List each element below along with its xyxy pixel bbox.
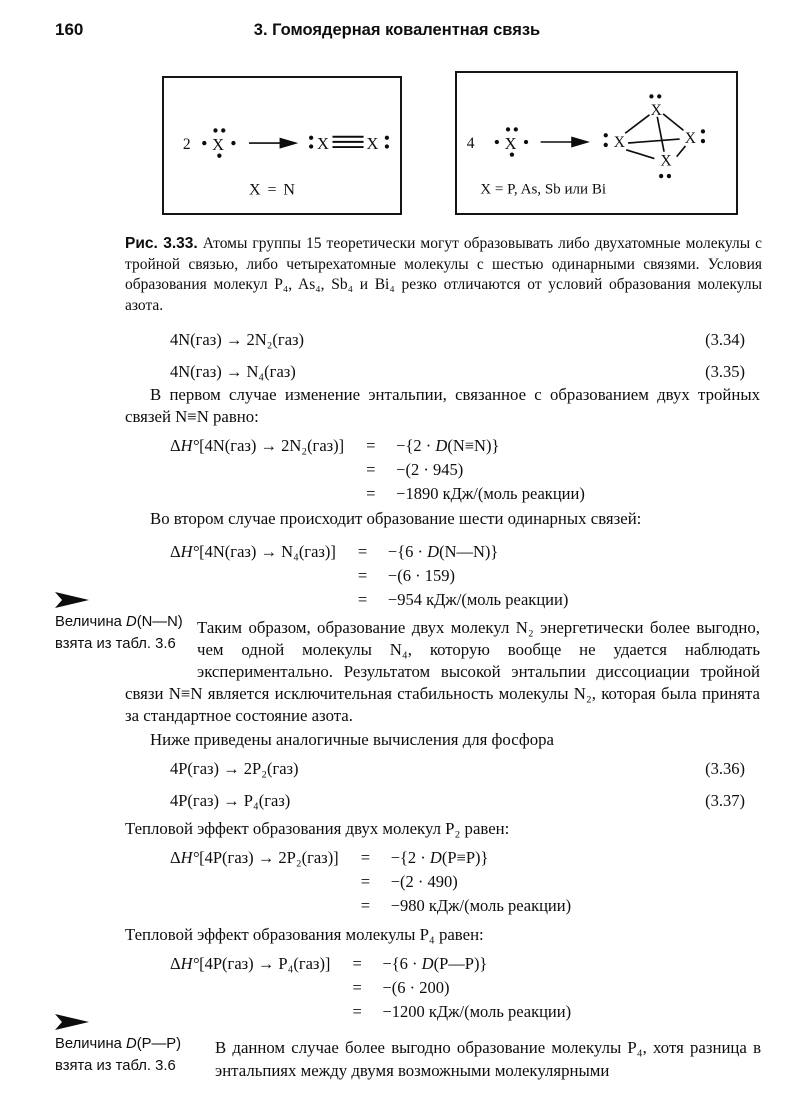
bond-energy-symbol: D	[429, 848, 442, 867]
margin-note-text: Величина D(N—N)	[55, 614, 183, 630]
calc-line	[361, 894, 571, 918]
calc-line	[352, 1000, 571, 1024]
equation-number: (3.37)	[705, 791, 745, 810]
margin-note-text: Величина D(P—P)	[55, 1036, 182, 1052]
lone-pair-dot	[506, 127, 510, 131]
calc-line	[366, 458, 585, 482]
atom-symbol: X	[316, 133, 329, 153]
unpaired-electron-dot	[495, 140, 499, 144]
calc-value: −(6 · 159)	[387, 566, 455, 585]
margin-arrow-icon	[55, 592, 89, 608]
bond-line	[657, 117, 664, 152]
unpaired-electron-dot	[510, 153, 514, 157]
lone-pair-dot	[221, 128, 225, 132]
lewis-diagram-p4	[457, 73, 736, 213]
calc-line	[366, 482, 585, 506]
enthalpy-symbol: H°	[180, 848, 200, 867]
calc-line	[358, 588, 568, 612]
enthalpy-symbol: H°	[180, 436, 200, 455]
lone-pair-dot	[385, 136, 389, 140]
margin-note-dpp	[55, 1014, 210, 1077]
reaction-arrow-icon	[541, 137, 589, 147]
bond-energy-symbol: D	[126, 1036, 137, 1052]
lone-pair-dot	[604, 133, 608, 137]
unpaired-electron-dot	[524, 140, 528, 144]
equation-3-36	[170, 759, 745, 779]
delta-symbol: Δ	[170, 436, 181, 455]
bond-line	[628, 139, 680, 143]
calc-result: −954 кДж/(моль реакции)	[387, 590, 569, 609]
page-number: 160	[55, 20, 84, 39]
vertex-atom-left: X	[613, 133, 625, 151]
paragraph-thermal-p4: Тепловой эффект образования молекулы P₄ равен:	[125, 925, 484, 944]
calc-line	[358, 540, 568, 564]
lone-pair-dot	[649, 94, 653, 98]
calc-line	[361, 846, 571, 870]
lone-pair-dot	[514, 127, 518, 131]
reaction-expression: [4N(газ) → N₄(газ)]	[199, 542, 336, 561]
unpaired-electron-dot	[231, 141, 235, 145]
equation-formula: 4P(газ) → P₄(газ)	[170, 791, 291, 810]
tetrahedron-molecule	[604, 94, 706, 178]
bond-energy-symbol: D	[427, 542, 440, 561]
enthalpy-lhs	[170, 434, 344, 506]
paragraph-second-case: Во втором случае происходит образование шести одинарных связей:	[150, 509, 642, 528]
bond-line	[677, 146, 686, 157]
bond-energy-symbol: D	[435, 436, 448, 455]
bond-line	[626, 150, 654, 159]
calc-value: −{6 · D(P—P)}	[382, 954, 488, 973]
equals-sign: =	[360, 896, 370, 915]
equals-sign: =	[352, 954, 362, 973]
equals-sign: =	[357, 590, 368, 609]
reaction-arrow-icon	[249, 138, 297, 148]
equation-formula: 4N(газ) → N₄(газ)	[170, 362, 296, 381]
coefficient: 2	[182, 135, 191, 153]
figure-caption-label: Рис. 3.33.	[125, 235, 198, 252]
calc-block-n2	[170, 434, 585, 506]
unpaired-electron-dot	[217, 154, 221, 158]
margin-note-text: взята из табл. 3.6	[55, 636, 176, 652]
lone-pair-dot	[659, 174, 663, 178]
calc-value: −{6 · D(N—N)}	[387, 542, 499, 561]
enthalpy-lhs	[170, 846, 339, 918]
figure-box-tetrahedral	[455, 71, 738, 215]
figure-box-diatomic	[162, 76, 402, 215]
margin-note-spacer	[125, 617, 197, 683]
atom-symbol: X	[504, 133, 517, 153]
atom-symbol: X	[366, 133, 379, 153]
paragraph-thermal-p2: Тепловой эффект образования двух молекул P₂ равен:	[125, 819, 510, 838]
vertex-atom-top: X	[650, 101, 662, 119]
lone-pair-dot	[667, 174, 671, 178]
vertex-atom-right: X	[684, 130, 696, 147]
reaction-expression: [4P(газ) → P₄(газ)]	[199, 954, 331, 973]
calc-value: −(2 · 490)	[390, 872, 458, 891]
enthalpy-symbol: H°	[180, 542, 200, 561]
equals-sign: =	[360, 872, 370, 891]
calc-block-n4	[170, 540, 568, 612]
lone-pair-dot	[604, 143, 608, 147]
lewis-atom-reactant	[495, 127, 528, 157]
enthalpy-symbol: H°	[180, 954, 200, 973]
lone-pair-dot	[385, 144, 389, 148]
lone-pair-dot	[657, 94, 661, 98]
lone-pair-dot	[309, 144, 313, 148]
margin-note-text: взята из табл. 3.6	[55, 1058, 176, 1074]
calc-line	[352, 952, 571, 976]
delta-symbol: Δ	[170, 848, 181, 867]
page-header	[55, 20, 739, 44]
lone-pair-dot	[701, 129, 705, 133]
delta-symbol: Δ	[170, 954, 181, 973]
coefficient: 4	[466, 134, 475, 152]
lewis-diagram-n2	[164, 78, 400, 213]
paragraph-below: Ниже приведены аналогичные вычисления для фосфора	[150, 730, 554, 749]
delta-symbol: Δ	[170, 542, 181, 561]
lone-pair-dot	[309, 136, 313, 140]
calc-line	[361, 870, 571, 894]
calc-value: −{2 · D(N≡N)}	[396, 436, 500, 455]
lewis-atom-reactant	[202, 128, 235, 158]
equals-sign: =	[357, 542, 368, 561]
calc-result: −1200 кДж/(моль реакции)	[382, 1002, 572, 1021]
equation-formula: 4N(газ) → 2N₂(газ)	[170, 330, 305, 349]
calc-result: −980 кДж/(моль реакции)	[390, 896, 572, 915]
calc-result: −1890 кДж/(моль реакции)	[396, 484, 585, 503]
calc-line	[352, 976, 571, 1000]
equation-3-34	[170, 330, 745, 350]
calc-block-p4	[170, 952, 571, 1024]
equals-sign: =	[360, 848, 370, 867]
reaction-expression: [4P(газ) → 2P₂(газ)]	[199, 848, 339, 867]
calc-value: −(6 · 200)	[382, 978, 450, 997]
equals-sign: =	[366, 460, 376, 479]
equation-formula: 4P(газ) → 2P₂(газ)	[170, 759, 299, 778]
equation-number: (3.36)	[705, 759, 745, 778]
margin-arrow-icon	[55, 1014, 89, 1030]
running-title: 3. Гомоядерная ковалентная связь	[253, 21, 541, 39]
element-legend: X = P, As, Sb или Bi	[480, 181, 607, 198]
equals-sign: =	[352, 1002, 362, 1021]
lone-pair-dot	[701, 139, 705, 143]
triple-bond-molecule	[309, 134, 389, 153]
bond-energy-symbol: D	[126, 614, 137, 630]
bond-line	[625, 115, 649, 133]
paragraph-thus: Таким образом, образование двух молекул N₂ энергетически более выгодно, чем одной молекулы N₄, которую вообще не удается наблюдать экспериментально. Результатом высокой энтальпии диссоциации тройной связи N≡N является исключительная стабильность молекулы N₂, которая была принята за стандартное состояние азота.	[125, 618, 760, 725]
bond-line	[663, 114, 683, 131]
lone-pair-dot	[213, 128, 217, 132]
bond-energy-symbol: D	[421, 954, 434, 973]
equation-3-37	[170, 791, 745, 811]
element-legend: X = N	[248, 181, 297, 199]
unpaired-electron-dot	[202, 141, 206, 145]
figure-caption-text: Атомы группы 15 теоретически могут образовывать либо двухатомные молекулы с тройной связью, либо четырехатомные молекулы с шестью одинарными связями. Условия образования молекул P₄, As₄, Sb₄ и Bi₄ резко отличаются от условий образования молекулы азота.	[125, 235, 763, 314]
figure-caption	[125, 234, 762, 316]
equation-number: (3.35)	[705, 362, 745, 381]
equation-number: (3.34)	[705, 330, 745, 349]
calc-block-p2	[170, 846, 571, 918]
equals-sign: =	[366, 484, 376, 503]
equals-sign: =	[357, 566, 368, 585]
equals-sign: =	[366, 436, 376, 455]
reaction-expression: [4N(газ) → 2N₂(газ)]	[199, 436, 345, 455]
calc-value: −(2 · 945)	[396, 460, 464, 479]
atom-symbol: X	[212, 134, 224, 154]
calc-value: −{2 · D(P≡P)}	[390, 848, 489, 867]
calc-line	[358, 564, 568, 588]
paragraph-first-case: В первом случае изменение энтальпии, связанное с образованием двух тройных связей N≡N равно:	[125, 385, 760, 426]
calc-line	[366, 434, 585, 458]
paragraph-final: В данном случае более выгодно образование молекулы P₄, хотя разница в энтальпиях между двумя возможными молекулярными	[215, 1038, 761, 1080]
vertex-atom-bottom: X	[660, 152, 672, 170]
equation-3-35	[170, 362, 745, 382]
equals-sign: =	[352, 978, 362, 997]
